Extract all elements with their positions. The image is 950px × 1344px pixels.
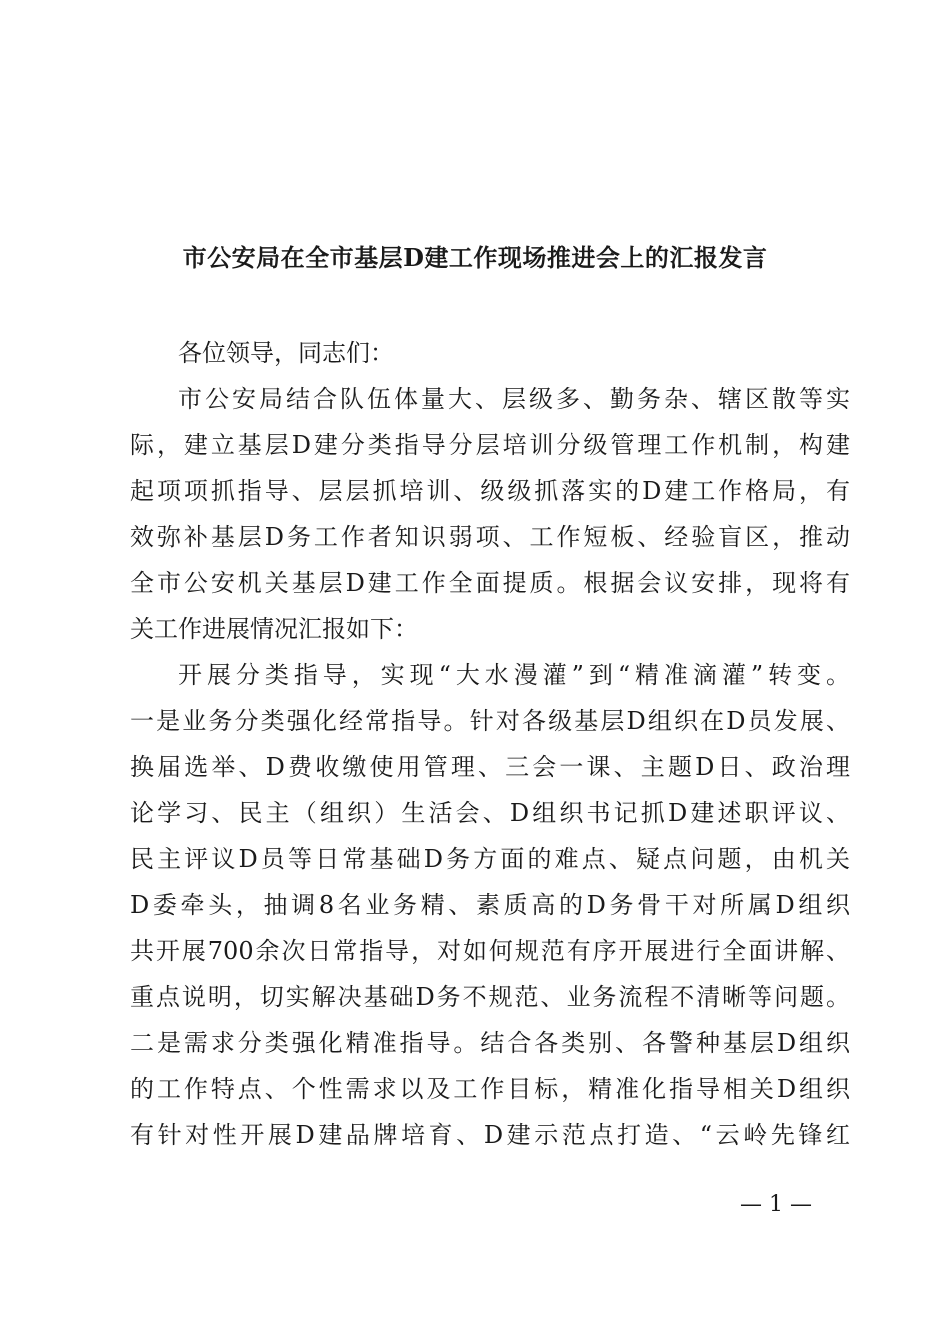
paragraph-line: 换届选举、D费收缴使用管理、三会一课、主题D日、政治理: [130, 753, 850, 781]
paragraph-line: 际，建立基层D建分类指导分层培训分级管理工作机制，构建: [130, 431, 850, 459]
paragraph-line: 论学习、民主（组织）生活会、D组织书记抓D建述职评议、: [130, 799, 850, 827]
paragraph-line: 共开展700余次日常指导，对如何规范有序开展进行全面讲解、: [130, 937, 850, 965]
document-body: [130, 330, 850, 1158]
paragraph-line: 一是业务分类强化经常指导。针对各级基层D组织在D员发展、: [130, 707, 850, 735]
paragraph-line: 关工作进展情况汇报如下：: [130, 615, 418, 643]
paragraph-line: 重点说明，切实解决基础D务不规范、业务流程不清晰等问题。: [130, 983, 850, 1011]
paragraph-line: 的工作特点、个性需求以及工作目标，精准化指导相关D组织: [130, 1075, 850, 1103]
paragraph-line: 市公安局结合队伍体量大、层级多、勤务杂、辖区散等实: [178, 385, 850, 413]
document-title: 市公安局在全市基层D建工作现场推进会上的汇报发言: [182, 243, 768, 272]
paragraph-line: 开展分类指导，实现“大水漫灌”到“精准滴灌”转变。: [178, 661, 850, 689]
page-number: — 1 —: [740, 1192, 812, 1217]
paragraph-line: 有针对性开展D建品牌培育、D建示范点打造、“云岭先锋红: [130, 1121, 850, 1149]
paragraph-line: 民主评议D员等日常基础D务方面的难点、疑点问题，由机关: [130, 845, 850, 873]
paragraph-line: 效弥补基层D务工作者知识弱项、工作短板、经验盲区，推动: [130, 523, 850, 551]
salutation-line: 各位领导，同志们：: [178, 339, 394, 367]
paragraph-line: 二是需求分类强化精准指导。结合各类别、各警种基层D组织: [130, 1029, 850, 1057]
paragraph-line: 全市公安机关基层D建工作全面提质。根据会议安排，现将有: [130, 569, 850, 597]
paragraph-line: D委牵头，抽调8名业务精、素质高的D务骨干对所属D组织: [130, 891, 850, 919]
paragraph-line: 起项项抓指导、层层抓培训、级级抓落实的D建工作格局，有: [130, 477, 850, 505]
